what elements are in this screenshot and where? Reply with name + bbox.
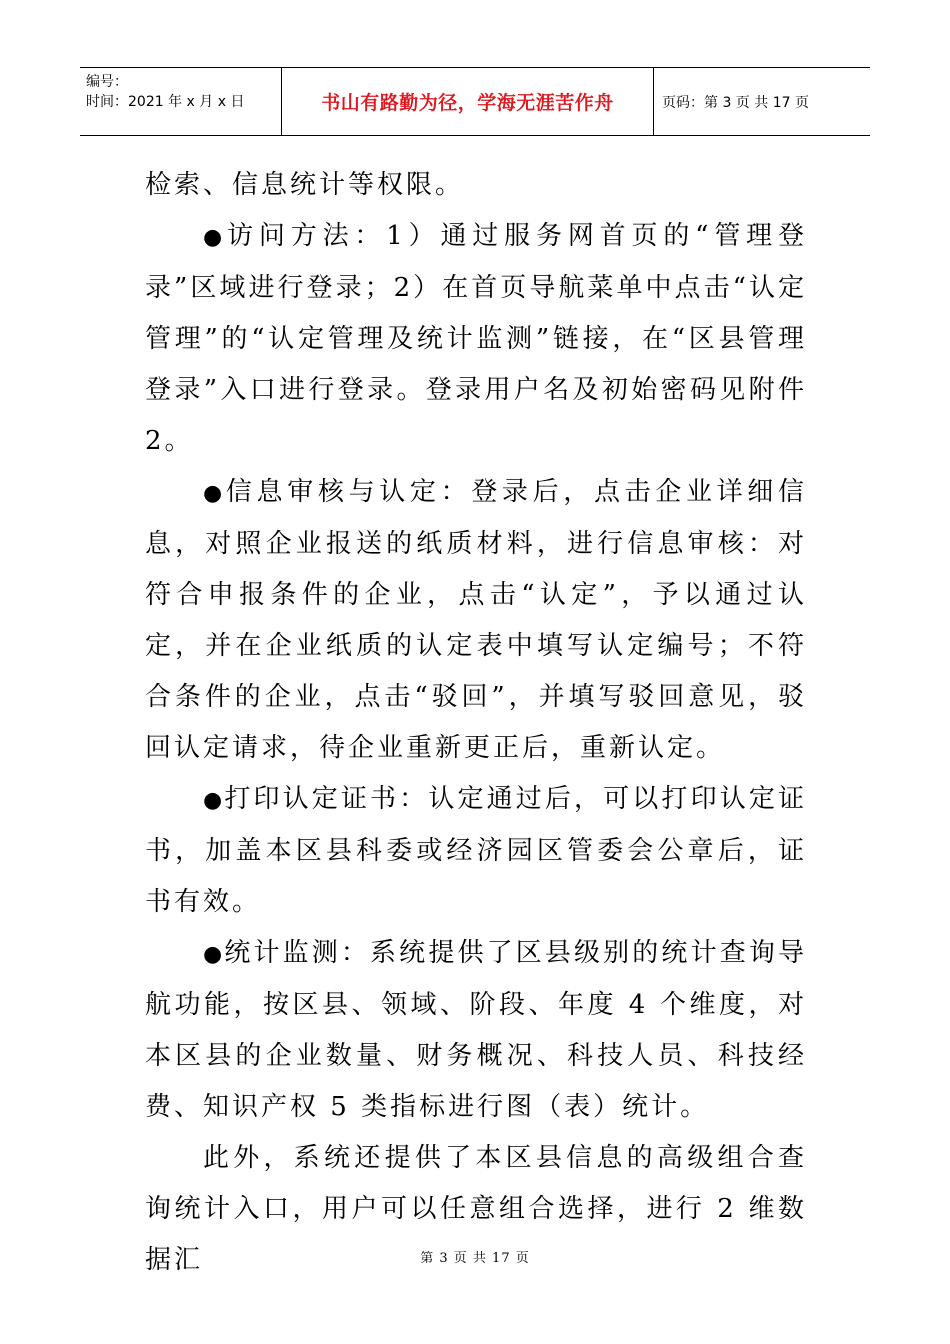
- header-page-info: 页码：第 3 页 共 17 页: [662, 94, 809, 111]
- paragraph-review: [145, 467, 807, 774]
- paragraph-print-certificate: [145, 774, 807, 928]
- header-meta: [80, 68, 282, 135]
- paragraph-statistics: [145, 928, 807, 1133]
- document-body: [145, 160, 807, 1286]
- page-footer: 第 3 页 共 17 页: [420, 1251, 530, 1266]
- bullet-icon: ●: [203, 481, 224, 506]
- bullet-icon: ●: [203, 942, 223, 967]
- code-label: 编号：: [86, 74, 128, 90]
- paragraph-text: 信息审核与认定：登录后，点击企业详细信息，对照企业报送的纸质材料，进行信息审核：对符合申报条件的企业，点击“认定”，予以通过认定，并在企业纸质的认定表中填写认定编号；不符合条件的企业，点击“驳回”，并填写驳回意见，驳回认定请求，待企业重新更正后，重新认定。: [145, 477, 807, 763]
- bullet-icon: ●: [203, 225, 226, 250]
- header-motto: 书山有路勤为径，学海无涯苦作舟: [282, 68, 654, 135]
- paragraph-text: 此外，系统还提供了本区县信息的高级组合查询统计入口，用户可以任意组合选择，进行 2 维数据汇: [145, 1143, 807, 1275]
- paragraph-text: 访问方法：1）通过服务网首页的“管理登录”区域进行登录；2）在首页导航菜单中点击“认定管理”的“认定管理及统计监测”链接，在“区县管理登录”入口进行登录。登录用户名及初始密码见附件 2。: [145, 221, 807, 456]
- date-label: 时间：2021 年 x 月 x 日: [86, 94, 245, 110]
- paragraph-text: 检索、信息统计等权限。: [145, 170, 465, 200]
- paragraph-1: [145, 160, 807, 211]
- page-header: [80, 67, 870, 136]
- bullet-icon: ●: [203, 788, 223, 813]
- paragraph-text: 统计监测：系统提供了区县级别的统计查询导航功能，按区县、领域、阶段、年度 4 个维度，对本区县的企业数量、财务概况、科技人员、科技经费、知识产权 5 类指标进行图（表）统计。: [145, 938, 807, 1122]
- paragraph-text: 打印认定证书：认定通过后，可以打印认定证书，加盖本区县科委或经济园区管委会公章后，证书有效。: [145, 784, 807, 917]
- paragraph-access-method: [145, 211, 807, 467]
